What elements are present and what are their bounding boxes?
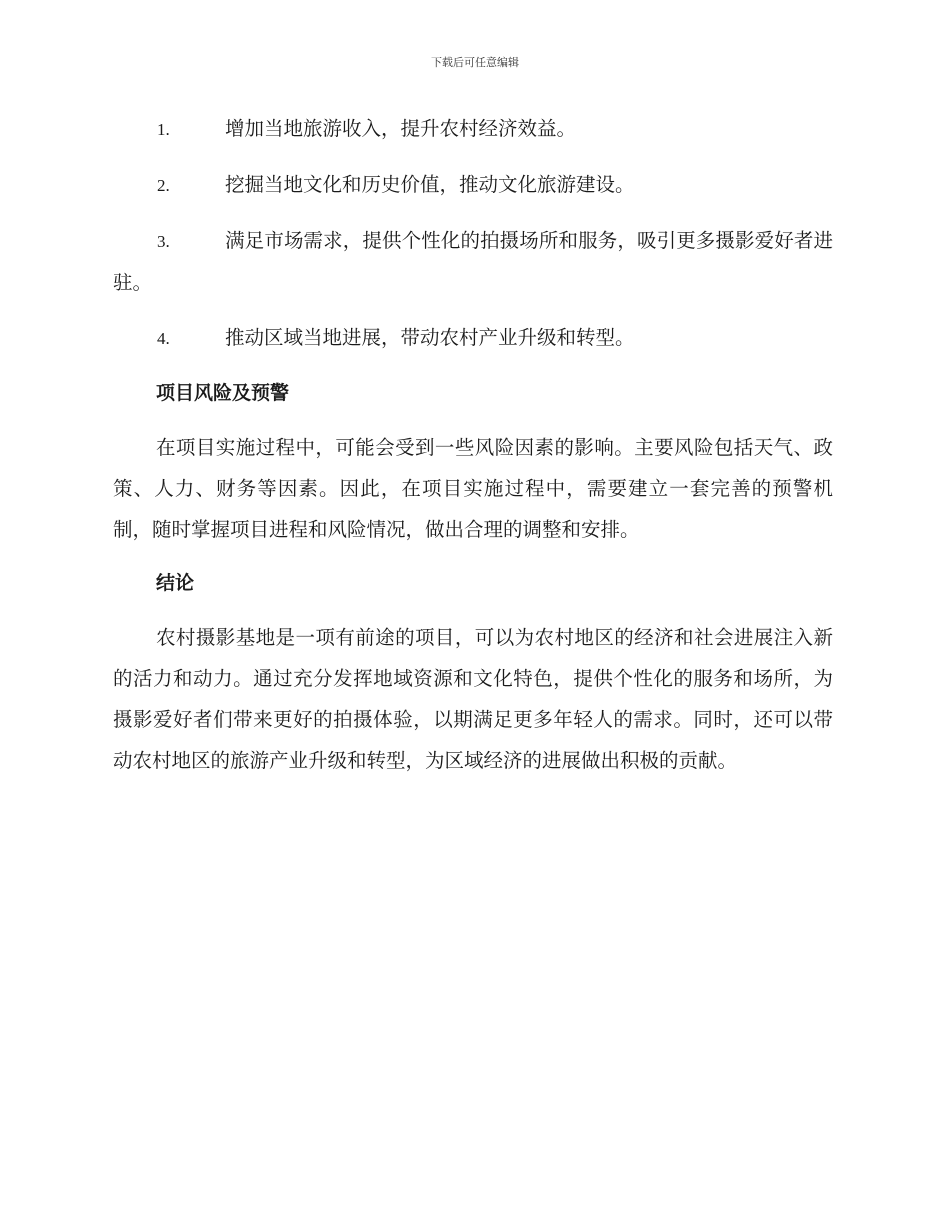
header-note: 下载后可任意编辑 bbox=[431, 56, 519, 69]
list-item bbox=[113, 317, 833, 359]
list-text: 推动区域当地进展，带动农村产业升级和转型。 bbox=[225, 326, 635, 349]
list-number: 1. bbox=[157, 120, 170, 139]
list-number: 4. bbox=[157, 329, 170, 348]
list-text: 满足市场需求，提供个性化的拍摄场所和服务，吸引更多摄影爱好者进驻。 bbox=[113, 229, 833, 294]
conclusion-section-paragraph: 农村摄影基地是一项有前途的项目，可以为农村地区的经济和社会进展注入新的活力和动力。通过充分发挥地域资源和文化特色，提供个性化的服务和场所，为摄影爱好者们带来更好的拍摄体验，以期满足更多年轻人的需求。同时，还可以带动农村地区的旅游产业升级和转型，为区域经济的进展做出积极的贡献。 bbox=[113, 626, 833, 772]
list-text: 挖掘当地文化和历史价值，推动文化旅游建设。 bbox=[225, 173, 635, 196]
list-item bbox=[113, 108, 833, 150]
risk-section-paragraph: 在项目实施过程中，可能会受到一些风险因素的影响。主要风险包括天气、政策、人力、财务等因素。因此，在项目实施过程中，需要建立一套完善的预警机制，随时掌握项目进程和风险情况，做出合理的调整和安排。 bbox=[113, 436, 833, 541]
document-body bbox=[113, 108, 833, 794]
conclusion-section-heading: 结论 bbox=[156, 572, 195, 594]
list-item bbox=[113, 164, 833, 206]
list-number: 2. bbox=[157, 176, 170, 195]
list-number: 3. bbox=[157, 232, 170, 251]
list-text: 增加当地旅游收入，提升农村经济效益。 bbox=[225, 117, 577, 140]
risk-section-heading: 项目风险及预警 bbox=[156, 382, 290, 404]
list-item bbox=[113, 220, 833, 303]
